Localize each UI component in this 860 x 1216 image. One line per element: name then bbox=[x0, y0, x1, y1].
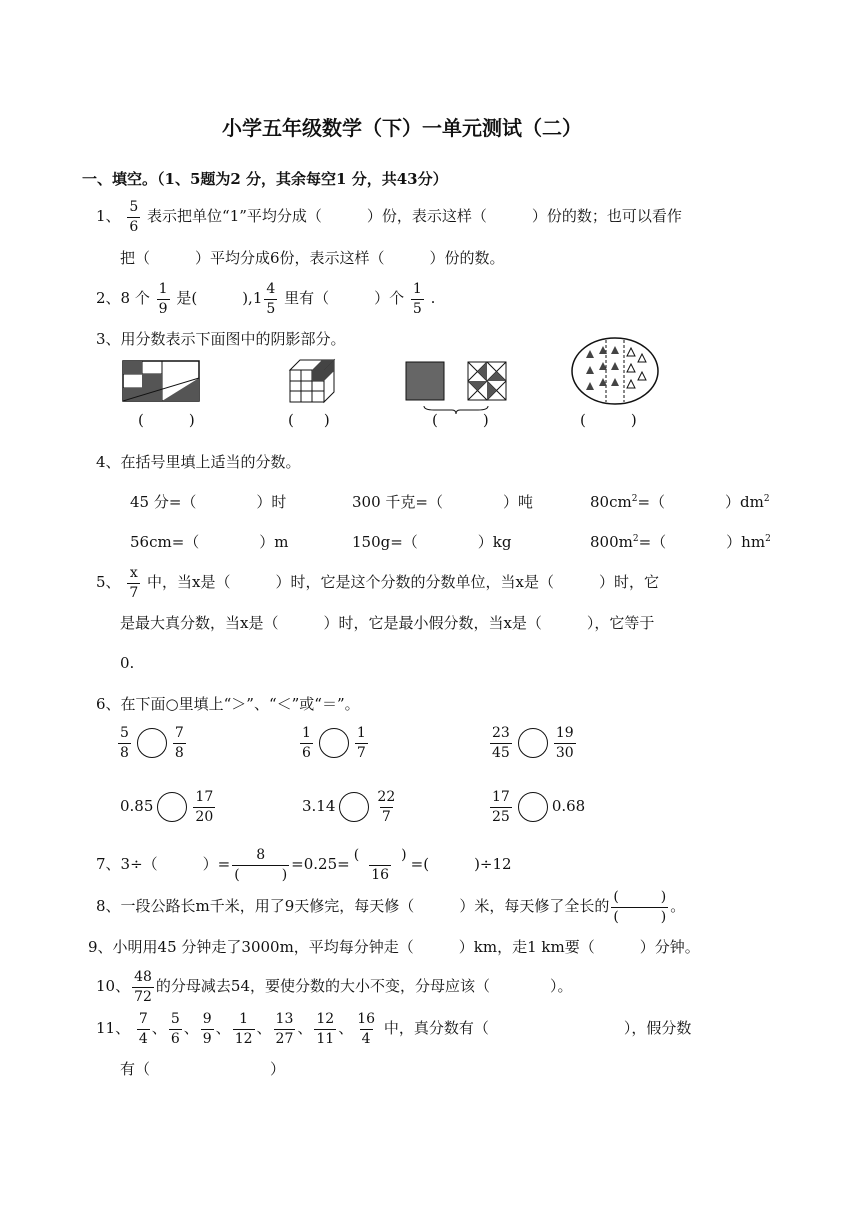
question-6: 6、在下面○里填上“＞”、“＜”或“＝”。 bbox=[96, 695, 360, 713]
question-5: 5、 $\frac{x}{7}$ 中，当x是（ ）时，它是这个分数的分数单位，当x是（ ）时，它 bbox=[96, 565, 659, 601]
conversion: 300 千克=（ ）吨 bbox=[352, 493, 533, 511]
question-9: 9、小明用45 分钟走了3000m，平均每分钟走（ ）km，走1 km要（ ）分钟。 bbox=[88, 938, 700, 956]
conversion: 150g=（ ）kg bbox=[352, 533, 512, 551]
figure-squares bbox=[404, 360, 508, 416]
figure-rectangle bbox=[122, 360, 200, 402]
question-4: 4、在括号里填上适当的分数。 bbox=[96, 453, 301, 471]
answer-blank[interactable]: ( ) bbox=[288, 411, 330, 429]
conversion: 56cm=（ ）m bbox=[130, 533, 289, 551]
compare-item: 3.14 $\frac{22}{7}$ bbox=[302, 789, 396, 825]
answer-blank[interactable]: ( ) bbox=[580, 411, 637, 429]
compare-circle[interactable] bbox=[157, 792, 187, 822]
question-10: 10、 $\frac{48}{72}$ 的分母减去54，要使分数的大小不变，分母应该（ ）。 bbox=[96, 969, 573, 1005]
question-5-cont: 是最大真分数，当x是（ ）时，它是最小假分数，当x是（ ），它等于 bbox=[120, 614, 655, 632]
question-11: 11、 $\frac{7}{4}$ 、 $\frac{5}{6}$ 、 $\frac{9}{9}$ 、 $\frac{1}{12}$ 、 $\frac{13}{27}$ 、 $\frac{12}{11}$ 、 $\frac{16}{4}$ 中，真分数有（ ），假分数 bbox=[96, 1011, 692, 1047]
figure-cube bbox=[288, 358, 336, 404]
compare-item: $\frac{1}{6}$ $\frac{1}{7}$ bbox=[302, 725, 366, 761]
question-1-cont: 把（ ）平均分成6份，表示这样（ ）份的数。 bbox=[120, 249, 505, 267]
page-title: 小学五年级数学（下）一单元测试（二） bbox=[222, 116, 582, 140]
compare-circle[interactable] bbox=[137, 728, 167, 758]
compare-circle[interactable] bbox=[518, 728, 548, 758]
question-7: 7、3÷（ ）= $\frac{8}{( )}$ =0.25= $\frac{( )}{16}$ =( )÷12 bbox=[96, 847, 512, 883]
compare-circle[interactable] bbox=[339, 792, 369, 822]
section-heading: 一、填空。（1、5题为2 分，其余每空1 分，共43分） bbox=[82, 170, 448, 188]
figure-circle bbox=[570, 336, 660, 406]
conversion: $800m^2=$（ ）$hm^2$ bbox=[590, 533, 771, 551]
compare-circle[interactable] bbox=[518, 792, 548, 822]
compare-item: $\frac{5}{8}$ $\frac{7}{8}$ bbox=[120, 725, 184, 761]
question-1: 1、 $\frac{5}{6}$ 表示把单位“1”平均分成（ ）份，表示这样（ ）份的数；也可以看作 bbox=[96, 199, 682, 235]
compare-item: $\frac{23}{45}$ $\frac{19}{30}$ bbox=[492, 725, 574, 761]
conversion: 45 分=（ ）时 bbox=[130, 493, 287, 511]
conversion: $80cm^2=$（ ）$dm^2$ bbox=[590, 493, 770, 511]
compare-item: $\frac{17}{25}$ 0.68 bbox=[492, 789, 586, 825]
compare-item: 0.85 $\frac{17}{20}$ bbox=[120, 789, 214, 825]
compare-circle[interactable] bbox=[319, 728, 349, 758]
question-8: 8、一段公路长m千米，用了9天修完，每天修（ ）米，每天修了全长的 $\frac{( )}{( )}$ 。 bbox=[96, 889, 686, 925]
question-11-cont: 有（ ） bbox=[120, 1060, 286, 1078]
answer-blank[interactable]: ( ) bbox=[138, 411, 195, 429]
question-3: 3、用分数表示下面图中的阴影部分。 bbox=[96, 330, 346, 348]
answer-blank[interactable]: ( ) bbox=[432, 411, 489, 429]
question-5-cont: 0. bbox=[120, 654, 135, 672]
fraction: $\frac{5}{6}$ bbox=[129, 199, 139, 235]
question-2: 2、8 个 $\frac{1}{9}$ 是( ),1 $\frac{4}{5}$ 里有（ ）个 $\frac{1}{5}$ . bbox=[96, 281, 436, 317]
